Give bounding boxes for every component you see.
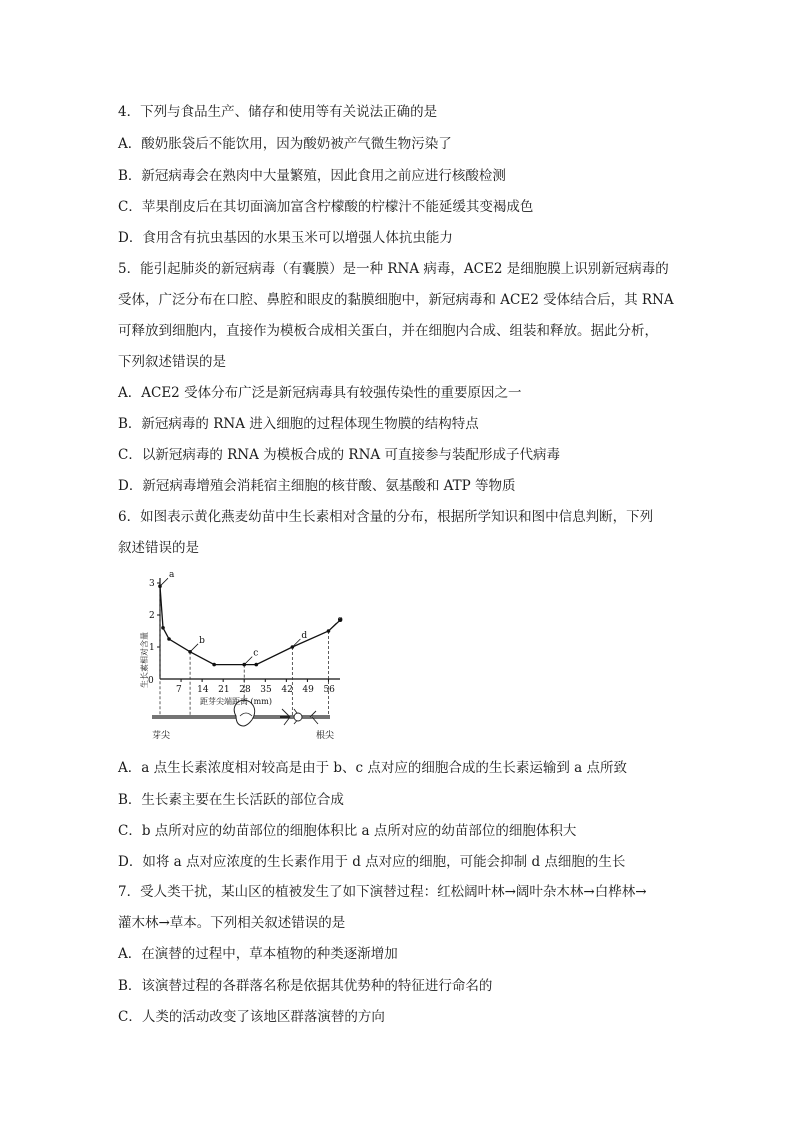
point-label-a: a (169, 570, 175, 581)
point-label-e: e (337, 615, 343, 625)
question-5-stem-line: 可释放到细胞内，直接作为模板合成相关蛋白，并在细胞内合成、组装和释放。据此分析， (118, 323, 658, 339)
data-point (161, 626, 165, 630)
data-point (167, 637, 171, 641)
data-point (212, 663, 216, 667)
question-6-option-b: B．生长素主要在生长活跃的部位合成 (118, 792, 344, 808)
question-5-stem-line: 下列叙述错误的是 (118, 354, 226, 370)
question-6-stem-line: 6．如图表示黄化燕麦幼苗中生长素相对含量的分布，根据所学知识和图中信息判断，下列 (118, 509, 654, 525)
shoot-tip-label: 芽尖 (152, 731, 171, 741)
x-tick-label: 49 (302, 685, 314, 695)
question-4-option-a: A．酸奶胀袋后不能饮用，因为酸奶被产气微生物污染了 (118, 136, 452, 152)
x-tick-label: 21 (218, 685, 230, 695)
point-label-b: b (199, 635, 205, 646)
x-tick-label: 42 (281, 685, 293, 695)
y-axis-label: 生长素相对含量 (140, 632, 149, 688)
question-4-option-c: C．苹果削皮后在其切面滴加富含柠檬酸的柠檬汁不能延缓其变褐成色 (118, 199, 534, 215)
question-7-option-c: C．人类的活动改变了该地区群落演替的方向 (118, 1009, 385, 1025)
question-6-option-a: A．a 点生长素浓度相对较高是由于 b、c 点对应的细胞合成的生长素运输到 a 点所致 (118, 760, 628, 776)
question-6-option-c: C．b 点所对应的幼苗部位的细胞体积比 a 点所对应的幼苗部位的细胞体积大 (118, 823, 577, 839)
question-5-option-b: B．新冠病毒的 RNA 进入细胞的过程体现生物膜的结构特点 (118, 416, 479, 432)
label-pointer (191, 644, 198, 651)
auxin-figure (140, 566, 350, 746)
label-pointer (329, 623, 336, 630)
question-7-option-b: B．该演替过程的各群落名称是依据其优势种的特征进行命名的 (118, 978, 493, 994)
y-tick-label: 3 (149, 579, 155, 589)
y-tick-label: 2 (149, 611, 155, 621)
auxin-curve (160, 586, 341, 664)
question-5-stem-line: 5．能引起肺炎的新冠病毒（有囊膜）是一种 RNA 病毒，ACE2 是细胞膜上识别新冠病毒的 (118, 261, 669, 277)
question-6-option-d: D．如将 a 点对应浓度的生长素作用于 d 点对应的细胞，可能会抑制 d 点细胞的生长 (118, 854, 626, 870)
question-7-option-a: A．在演替的过程中，草本植物的种类逐渐增加 (118, 946, 398, 962)
question-5-option-d: D．新冠病毒增殖会消耗宿主细胞的核苷酸、氨基酸和 ATP 等物质 (118, 478, 516, 494)
label-pointer (245, 657, 252, 664)
question-5-stem-line: 受体，广泛分布在口腔、鼻腔和眼皮的黏膜细胞中，新冠病毒和 ACE2 受体结合后，其 RNA (118, 292, 674, 308)
root-tip-label: 根尖 (316, 731, 335, 741)
question-4-option-d: D．食用含有抗虫基因的水果玉米可以增强人体抗虫能力 (118, 230, 453, 246)
question-6-stem-line: 叙述错误的是 (118, 540, 199, 556)
data-point (254, 663, 258, 667)
x-tick-label: 56 (323, 685, 335, 695)
question-5-option-c: C．以新冠病毒的 RNA 为模板合成的 RNA 可直接参与装配形成子代病毒 (118, 447, 560, 463)
chart-series (158, 570, 343, 666)
question-4-option-b: B．新冠病毒会在熟肉中大量繁殖，因此食用之前应进行核酸检测 (118, 168, 506, 184)
x-tick-label: 7 (176, 685, 182, 695)
y-tick-label: 1 (149, 643, 155, 653)
x-tick-label: 14 (197, 685, 209, 695)
question-7-stem-line: 灌木林→草本。下列相关叙述错误的是 (118, 915, 346, 931)
x-tick-label: 28 (239, 685, 251, 695)
point-label-c: c (253, 648, 259, 659)
question-4-stem-line: 4．下列与食品生产、储存和使用等有关说法正确的是 (118, 104, 438, 120)
point-label-d: d (301, 631, 308, 641)
question-5-option-a: A．ACE2 受体分布广泛是新冠病毒具有较强传染性的重要原因之一 (118, 385, 522, 401)
question-7-stem-line: 7．受人类干扰，某山区的植被发生了如下演替过程：红松阔叶林→阔叶杂木林→白桦林→ (118, 884, 647, 900)
x-axis-label: 距芽尖端距离 (mm) (200, 697, 272, 706)
label-pointer (161, 578, 168, 585)
x-tick-label: 35 (260, 685, 272, 695)
origin-label: 0 (148, 676, 154, 686)
auxin-chart (140, 566, 350, 746)
